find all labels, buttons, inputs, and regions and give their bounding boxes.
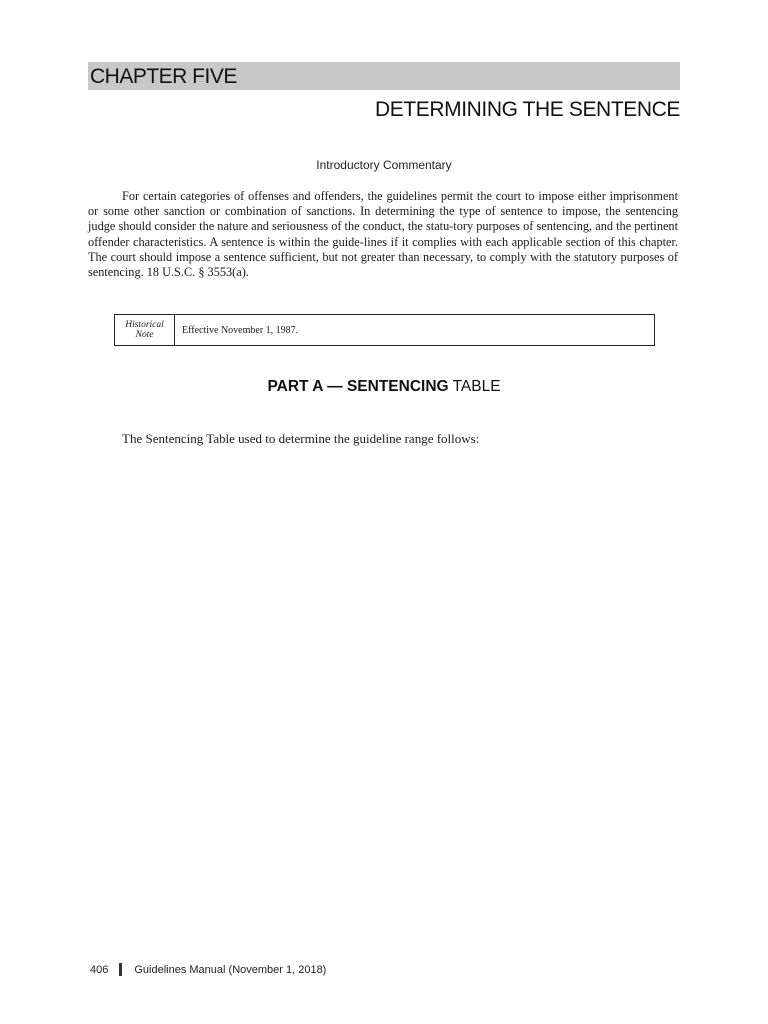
intro-heading: Introductory Commentary bbox=[316, 158, 452, 172]
manual-title: Guidelines Manual (November 1, 2018) bbox=[134, 963, 327, 976]
part-a-intro: The Sentencing Table used to determine the guideline range follows: bbox=[122, 431, 480, 446]
historical-note-label bbox=[115, 315, 175, 345]
part-a-title bbox=[88, 378, 680, 396]
historical-note-value: Effective November 1, 1987. bbox=[182, 324, 299, 336]
historical-note-label-line2: Note bbox=[135, 330, 154, 340]
chapter-title: DETERMINING THE SENTENCE bbox=[374, 98, 680, 121]
page-footer bbox=[90, 963, 326, 976]
part-a-title-regular: TABLE bbox=[452, 378, 501, 395]
historical-note-table bbox=[114, 314, 655, 346]
footer-divider bbox=[119, 963, 122, 976]
historical-note-label-line1: Historical bbox=[125, 320, 164, 330]
part-a-title-bold: PART A — SENTENCING bbox=[267, 378, 449, 395]
page-number: 406 bbox=[90, 963, 109, 976]
intro-body: For certain categories of offenses and offenders, the guidelines permit the court to impose either imprisonment or some other sanction or combination of sanctions. In determining the type of sentence to impose, the sentencing judge should consider the nature and seriousness of the conduct, the statu-tory purposes of sentencing, and the pertinent offender characteristics. A sentence is within the guide-lines if it complies with each applicable section of this chapter. The court should impose a sentence sufficient, but not greater than necessary, to comply with the statutory purposes of sentencing. 18 U.S.C. § 3553(a). bbox=[88, 189, 678, 280]
chapter-label: CHAPTER FIVE bbox=[88, 62, 680, 90]
